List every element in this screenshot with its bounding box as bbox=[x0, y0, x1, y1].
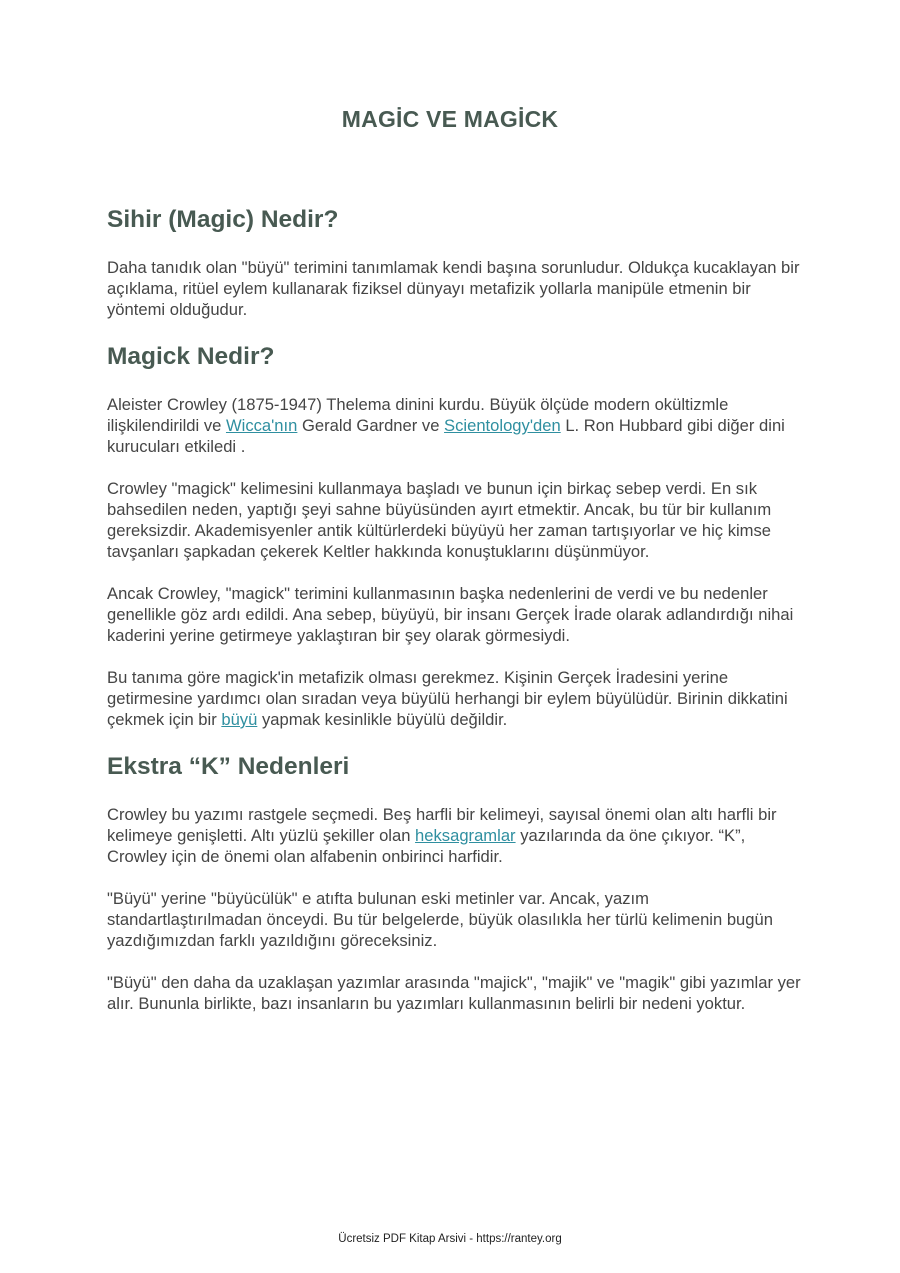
paragraph bbox=[107, 804, 807, 867]
paragraph: Ancak Crowley, "magick" terimini kullanmasının başka nedenlerini de verdi ve bu nedenler genellikle göz ardı edildi. Ana sebep, büyüyü, bir insanı Gerçek İrade olarak adlandırdığı nihai kaderini yerine getirmeye yaklaştıran bir şey olarak görmesiydi. bbox=[107, 584, 794, 645]
text-span: yapmak kesinlikle büyülü değildir. bbox=[257, 710, 508, 729]
section-heading-sihir: Sihir (Magic) Nedir? bbox=[107, 206, 339, 233]
text-span: Aleister Crowley (1875-1947) Thelema dinini kurdu. Büyük ölçüde modern okültizmle ilişkilendirildi ve bbox=[107, 395, 729, 435]
text-span: Gerald Gardner ve bbox=[297, 416, 445, 435]
paragraph bbox=[107, 394, 807, 457]
document-body bbox=[107, 204, 807, 1014]
text-span: Crowley bu yazımı rastgele seçmedi. Beş harfli bir kelimeyi, sayısal önemi olan altı harfli bir kelimeye genişletti. Altı yüzlü şekiller olan bbox=[107, 805, 777, 845]
page-footer: Ücretsiz PDF Kitap Arsivi - https://rantey.org bbox=[338, 1233, 562, 1245]
link-scientology[interactable]: Scientology'den bbox=[444, 416, 561, 435]
link-wicca[interactable]: Wicca'nın bbox=[225, 416, 298, 435]
text-span: L. Ron Hubbard gibi diğer dini kurucuları etkiledi . bbox=[107, 416, 785, 456]
page-title: MAGİC VE MAGİCK bbox=[341, 106, 559, 132]
link-buyu[interactable]: büyü bbox=[221, 710, 258, 729]
paragraph: Daha tanıdık olan "büyü" terimini tanımlamak kendi başına sorunludur. Oldukça kucaklayan bir açıklama, ritüel eylem kullanarak fiziksel dünyayı metafizik yollarla manipüle etmenin bir yöntemi olduğudur. bbox=[107, 258, 800, 319]
section-heading-ekstra-k: Ekstra “K” Nedenleri bbox=[107, 753, 350, 780]
paragraph: "Büyü" yerine "büyücülük" e atıfta bulunan eski metinler var. Ancak, yazım standartlaştırılmadan önceydi. Bu tür belgelerde, büyük olasılıkla her türlü kelimenin bugün yazdığımızdan farklı yazıldığını göreceksiniz. bbox=[107, 889, 773, 950]
section-heading-magick: Magick Nedir? bbox=[107, 343, 275, 370]
paragraph: "Büyü" den daha da uzaklaşan yazımlar arasında "majick", "majik" ve "magik" gibi yazımlar yer alır. Bununla birlikte, bazı insanların bu yazımları kullanmasının belirli bir nedeni yoktur. bbox=[107, 973, 801, 1013]
link-heksagramlar[interactable]: heksagramlar bbox=[415, 826, 516, 845]
text-span: yazılarında da öne çıkıyor. “K”, Crowley için de önemi olan alfabenin onbirinci harfidir. bbox=[107, 826, 746, 866]
paragraph: Crowley "magick" kelimesini kullanmaya başladı ve bunun için birkaç sebep verdi. En sık bahsedilen neden, yaptığı şeyi sahne büyüsünden ayırt etmektir. Ancak, bu tür bir kullanım gereksizdir. Akademisyenler antik kültürlerdeki büyüyü her zaman tartışıyorlar ve hiç kimse tavşanları şapkadan çekerek Keltler hakkında konuştuklarını düşünmüyor. bbox=[107, 479, 772, 561]
text-span: Bu tanıma göre magick'in metafizik olması gerekmez. Kişinin Gerçek İradesini yerine getirmesine yardımcı olan sıradan veya büyülü herhangi bir eylem büyülüdür. Birinin dikkatini çekmek için bir bbox=[107, 668, 788, 729]
paragraph bbox=[107, 667, 807, 730]
